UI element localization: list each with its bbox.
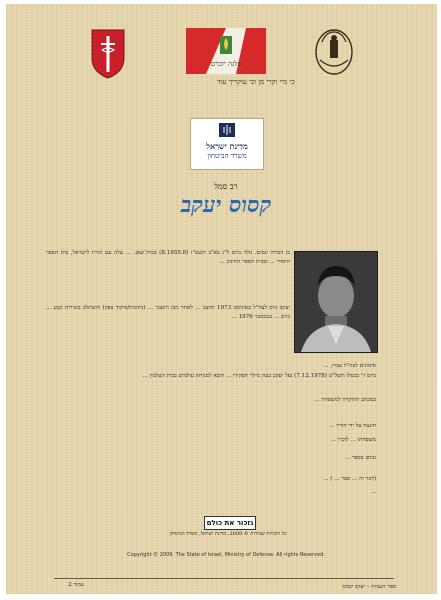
footer-divider <box>54 578 394 579</box>
memorial-flame-emblem-icon <box>186 28 266 74</box>
body-paragraph-8: נכתב בספר ... <box>344 455 376 461</box>
remember-all-badge: נזכור את כולם <box>204 516 256 530</box>
body-paragraph-4: ביום ד' בכסלו תשל"ט (7.12.1978) נפל יעקב בעת מילוי תפקידו ... הובא למנוחת עולמים בבית העלמין ... <box>142 373 376 379</box>
body-paragraph-6: הונצח על ידי הוריו ... <box>329 423 376 429</box>
rank-label: רב סמל <box>214 182 238 191</box>
medical-corps-emblem-icon <box>88 28 128 80</box>
ministry-of-defense-logo <box>190 118 264 170</box>
body-paragraph-10: ... <box>370 489 376 495</box>
mid-emblem-text: פלגה יזכרם <box>210 60 242 68</box>
body-paragraph-3: אימונים לצה"ל עברו, ... <box>323 363 376 369</box>
state-emblem-icon <box>219 123 235 137</box>
soldier-name: קסוס יעקב <box>180 192 272 218</box>
memorial-page <box>6 4 437 594</box>
footer-page-number: עמוד 2 <box>68 582 84 588</box>
rights-line-hebrew: כל הזכויות שמורות © 2009, מדינת ישראל, משרד הביטחון <box>169 531 287 537</box>
military-rabbinate-emblem-icon <box>312 26 356 78</box>
header-motto: כי מיי וקרי מן וכי עוקריך עוד <box>217 78 295 86</box>
soldier-portrait-photo <box>294 251 378 353</box>
body-paragraph-7: משפחתו ... לזכרו ... <box>330 437 376 443</box>
copyright-notice: Copyright © 2009. The State of Israel, Ministry of Defense. All rights Reserved. <box>127 552 325 558</box>
ministry-line1: מדינת ישראל <box>206 141 248 151</box>
body-paragraph-1: בן דבורה ונסים. נולד ביום ל"ג בא"ב תשט"ו (8.1955.8) בבית־שאן. ... עלה עם הוריו לישראל, בית הספר היסודי ... ובבית הספר התיכון ... <box>46 250 290 265</box>
footer-book-title: ספר הנצחה – יעקב קסוס <box>342 584 396 590</box>
body-paragraph-5: במכתב ההוקרה למשפחה ... <box>314 397 376 403</box>
ministry-line2: משרד הביטחון <box>207 152 247 160</box>
body-paragraph-9: (דבר זה ... ספר ... ) ... <box>323 476 376 482</box>
body-paragraph-2: יעקב גויס לצה"ל באוגוסט 1973 והוצב ... לאחר מכן הועבר ... (נתיבות/פיקוד צפון) והשתלב בשירות קבע ... ביום ... בנובמבר 1976 ... <box>46 305 290 320</box>
